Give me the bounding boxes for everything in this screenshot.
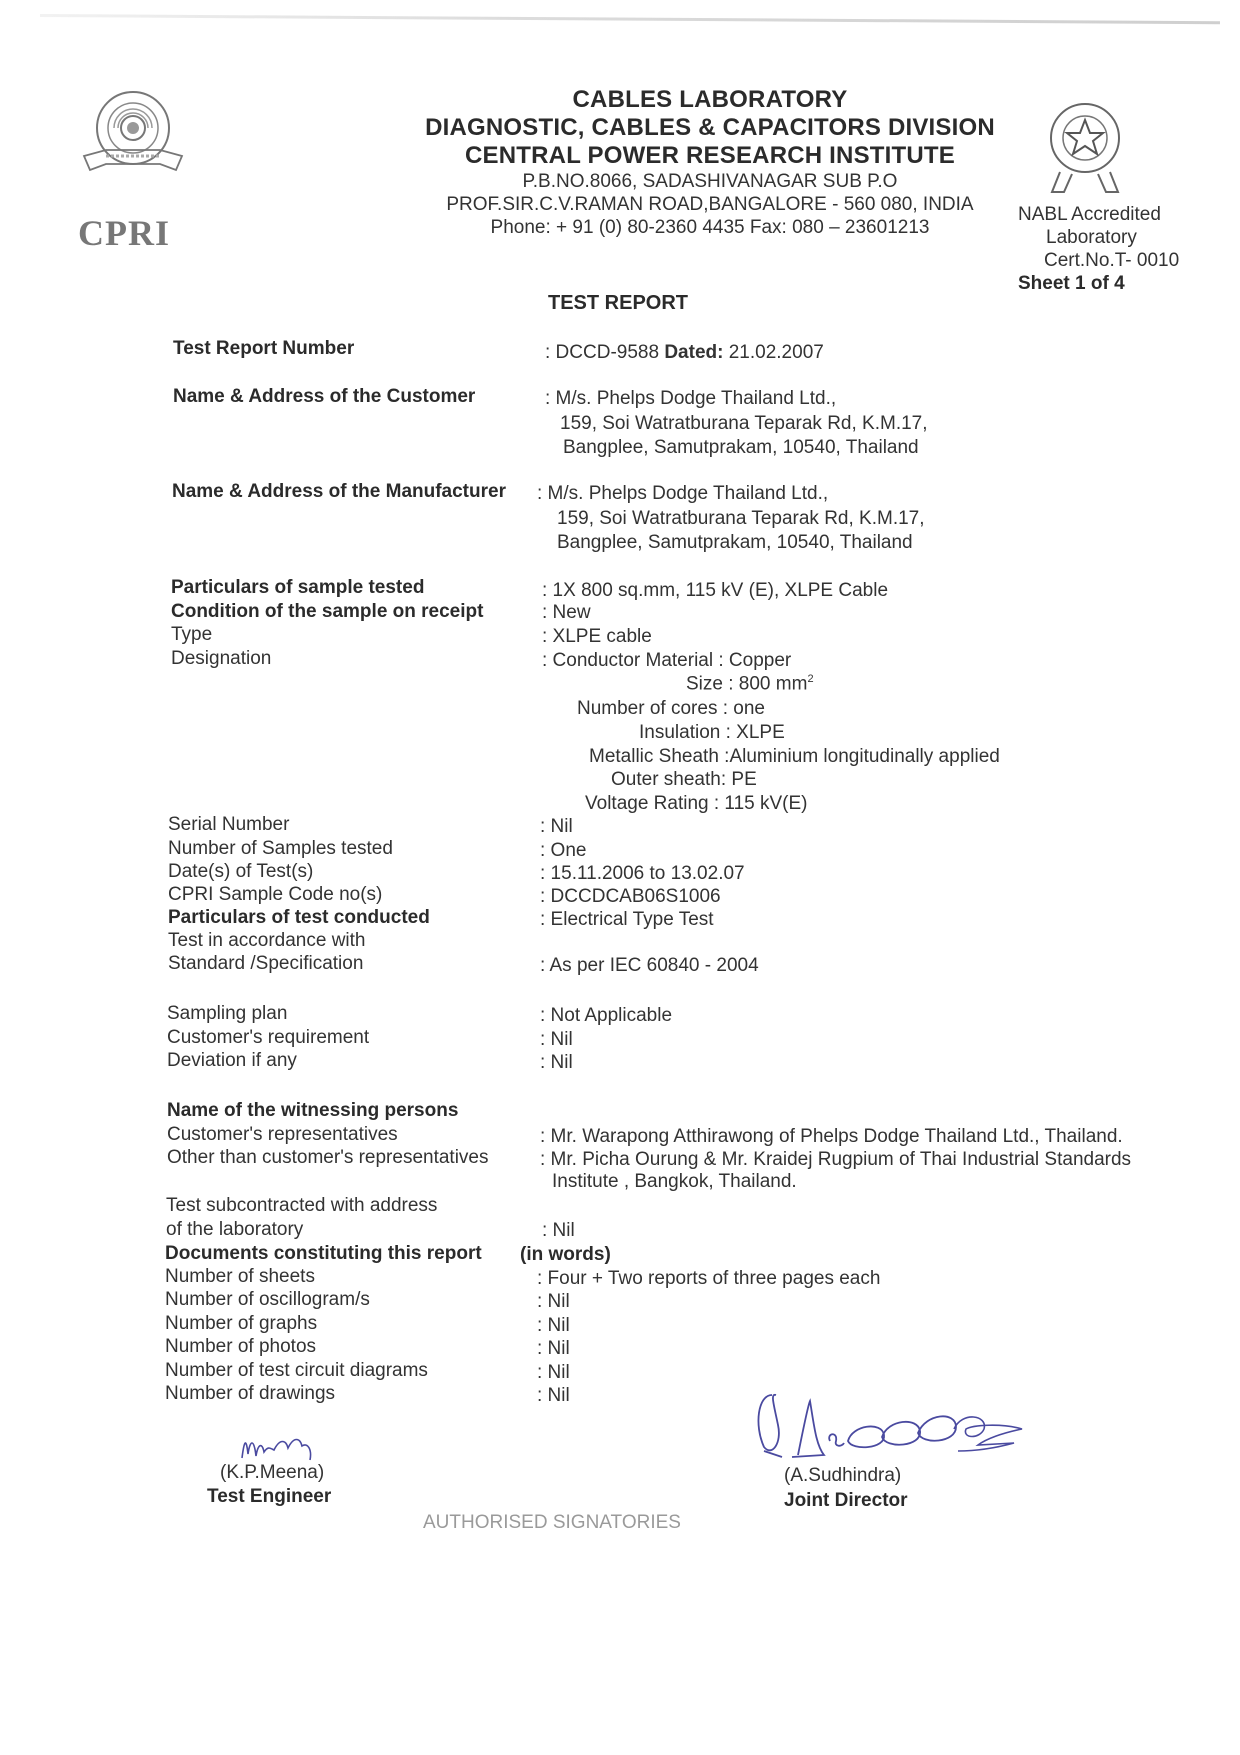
other-rep-label: Other than customer's representatives <box>167 1147 489 1168</box>
joint-director-role: Joint Director <box>784 1490 908 1511</box>
dated-label: Dated: <box>664 342 724 363</box>
page-top-border <box>40 14 1220 24</box>
customer-line-1: : M/s. Phelps Dodge Thailand Ltd., <box>545 388 837 409</box>
manufacturer-label: Name & Address of the Manufacturer <box>172 481 506 502</box>
division-name: DIAGNOSTIC, CABLES & CAPACITORS DIVISION <box>425 114 995 141</box>
circuit-diagrams-value: : Nil <box>537 1362 570 1383</box>
serial-number-label: Serial Number <box>168 814 290 835</box>
manufacturer-line-1: : M/s. Phelps Dodge Thailand Ltd., <box>537 483 829 504</box>
test-conducted-label: Particulars of test conducted <box>168 907 430 928</box>
manufacturer-line-3: Bangplee, Samutprakam, 10540, Thailand <box>557 532 913 553</box>
drawings-value: : Nil <box>537 1385 570 1406</box>
sample-particulars-label: Particulars of sample tested <box>171 577 425 598</box>
nabl-cert-number: Cert.No.T- 0010 <box>1044 250 1180 271</box>
address-line-2: PROF.SIR.C.V.RAMAN ROAD,BANGALORE - 560 080, INDIA <box>446 194 974 215</box>
size-text: Size : 800 mm <box>686 673 808 695</box>
designation-conductor: : Conductor Material : Copper <box>542 650 792 671</box>
subcontract-label-2: of the laboratory <box>166 1219 304 1240</box>
contact-line: Phone: + 91 (0) 80-2360 4435 Fax: 080 – 23601213 <box>490 217 930 238</box>
cpri-emblem-icon <box>78 86 188 186</box>
subcontract-label-1: Test subcontracted with address <box>166 1195 438 1216</box>
other-rep-value-2: Institute , Bangkok, Thailand. <box>552 1171 797 1192</box>
manufacturer-line-2: 159, Soi Watratburana Teparak Rd, K.M.17, <box>557 508 925 529</box>
test-conducted-value: : Electrical Type Test <box>540 909 714 930</box>
customer-label: Name & Address of the Customer <box>173 386 476 407</box>
deviation-value: : Nil <box>540 1052 573 1073</box>
photos-label: Number of photos <box>165 1336 317 1357</box>
sample-particulars-value: : 1X 800 sq.mm, 115 kV (E), XLPE Cable <box>542 580 889 601</box>
sheet-number: Sheet 1 of 4 <box>1018 273 1125 294</box>
authorised-signatories: AUTHORISED SIGNATORIES <box>423 1512 681 1533</box>
condition-value: : New <box>542 602 591 623</box>
test-engineer-name: (K.P.Meena) <box>220 1462 325 1483</box>
drawings-label: Number of drawings <box>165 1383 336 1404</box>
cpri-logo-text: CPRI <box>78 213 170 253</box>
sample-code-value: : DCCDCAB06S1006 <box>540 886 721 907</box>
documents-value: (in words) <box>520 1244 611 1265</box>
institute-name: CENTRAL POWER RESEARCH INSTITUTE <box>465 142 955 169</box>
designation-metallic-sheath: Metallic Sheath :Aluminium longitudinally applied <box>589 746 1000 767</box>
photos-value: : Nil <box>537 1338 570 1359</box>
sampling-plan-label: Sampling plan <box>167 1003 288 1024</box>
standard-value: : As per IEC 60840 - 2004 <box>540 955 759 976</box>
witness-heading: Name of the witnessing persons <box>167 1100 459 1121</box>
graphs-value: : Nil <box>537 1315 570 1336</box>
joint-director-signature-icon <box>752 1385 1042 1465</box>
sheets-value: : Four + Two reports of three pages each <box>537 1268 881 1289</box>
nabl-emblem-icon <box>1040 100 1130 200</box>
designation-insulation: Insulation : XLPE <box>639 722 785 743</box>
nabl-line-1: NABL Accredited <box>1018 204 1161 225</box>
other-rep-value-1: : Mr. Picha Ourung & Mr. Kraidej Rugpium of Thai Industrial Standards <box>540 1149 1132 1170</box>
test-dates-label: Date(s) of Test(s) <box>168 861 314 882</box>
size-superscript: 2 <box>807 673 814 685</box>
type-value: : XLPE cable <box>542 626 652 647</box>
lab-name: CABLES LABORATORY <box>572 86 848 113</box>
test-dates-value: : 15.11.2006 to 13.02.07 <box>540 863 745 884</box>
sheets-label: Number of sheets <box>165 1266 315 1287</box>
customer-line-2: 159, Soi Watratburana Teparak Rd, K.M.17, <box>560 413 928 434</box>
customer-rep-label: Customer's representatives <box>167 1124 398 1145</box>
designation-cores: Number of cores : one <box>577 698 765 719</box>
document-title: TEST REPORT <box>548 292 689 314</box>
graphs-label: Number of graphs <box>165 1313 318 1334</box>
nabl-accreditation <box>1018 203 1179 295</box>
type-label: Type <box>171 624 213 645</box>
customer-rep-value: : Mr. Warapong Atthirawong of Phelps Dodge Thailand Ltd., Thailand. <box>540 1126 1123 1147</box>
standard-label-2: Standard /Specification <box>168 953 364 974</box>
letterhead <box>390 86 1030 239</box>
customer-requirement-label: Customer's requirement <box>167 1027 370 1048</box>
customer-requirement-value: : Nil <box>540 1029 573 1050</box>
customer-line-3: Bangplee, Samutprakam, 10540, Thailand <box>563 437 919 458</box>
sample-code-label: CPRI Sample Code no(s) <box>168 884 383 905</box>
test-engineer-role: Test Engineer <box>207 1486 332 1507</box>
report-number-label: Test Report Number <box>173 338 355 359</box>
report-number: : DCCD-9588 <box>545 342 660 363</box>
serial-number-value: : Nil <box>540 816 573 837</box>
designation-voltage: Voltage Rating : 115 kV(E) <box>585 793 808 814</box>
oscillograms-value: : Nil <box>537 1291 570 1312</box>
samples-tested-label: Number of Samples tested <box>168 838 393 859</box>
subcontract-value: : Nil <box>542 1220 575 1241</box>
condition-label: Condition of the sample on receipt <box>171 601 484 622</box>
standard-label-1: Test in accordance with <box>168 930 366 951</box>
circuit-diagrams-label: Number of test circuit diagrams <box>165 1360 428 1381</box>
samples-tested-value: : One <box>540 840 587 861</box>
nabl-line-2: Laboratory <box>1046 227 1137 248</box>
designation-outer-sheath: Outer sheath: PE <box>611 769 757 790</box>
deviation-label: Deviation if any <box>167 1050 297 1071</box>
dated-value: 21.02.2007 <box>728 342 824 363</box>
address-line-1: P.B.NO.8066, SADASHIVANAGAR SUB P.O <box>522 171 898 192</box>
sampling-plan-value: : Not Applicable <box>540 1005 673 1026</box>
documents-label: Documents constituting this report <box>165 1243 482 1264</box>
designation-label: Designation <box>171 648 272 669</box>
joint-director-name: (A.Sudhindra) <box>784 1465 902 1486</box>
report-number-value <box>545 342 824 364</box>
oscillograms-label: Number of oscillogram/s <box>165 1289 370 1310</box>
designation-size <box>686 673 814 695</box>
